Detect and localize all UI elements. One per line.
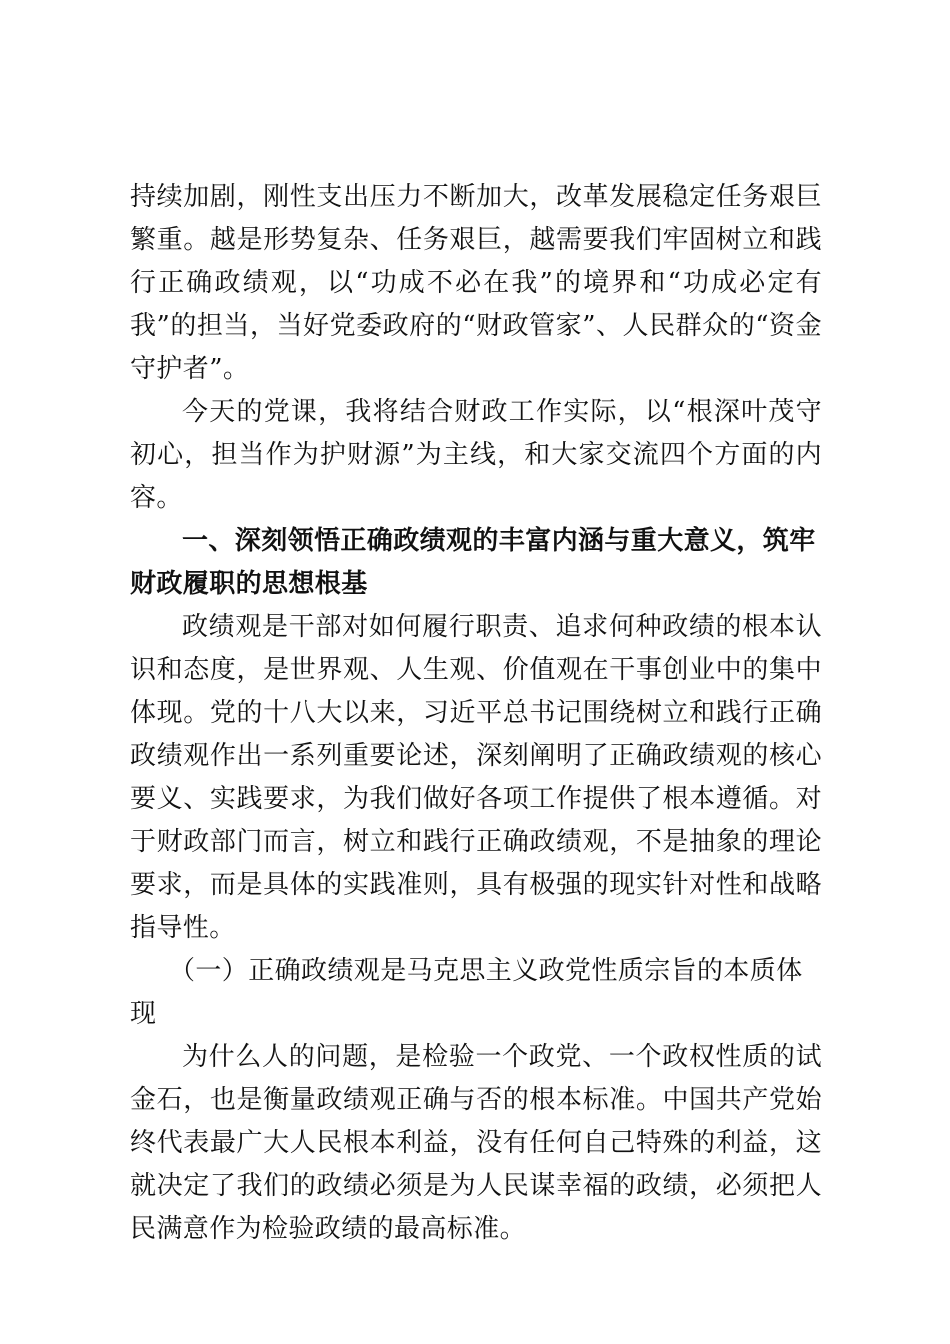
document-body (130, 176, 822, 1251)
section-paragraph: 政绩观是干部对如何履行职责、追求何种政绩的根本认识和态度，是世界观、人生观、价值观在干事创业中的集中体现。党的十八大以来，习近平总书记围绕树立和践行正确政绩观作出一系列重要论述，深刻阐明了正确政绩观的核心要义、实践要求，为我们做好各项工作提供了根本遵循。对于财政部门而言，树立和践行正确政绩观，不是抽象的理论要求，而是具体的实践准则，具有极强的现实针对性和战略指导性。 (130, 612, 822, 943)
paragraph-continued: 持续加剧，刚性支出压力不断加大，改革发展稳定任务艰巨繁重。越是形势复杂、任务艰巨，越需要我们牢固树立和践行正确政绩观，以“功成不必在我”的境界和“功成必定有我”的担当，当好党委政府的“财政管家”、人民群众的“资金守护者”。 (130, 182, 822, 384)
section-heading: 一、深刻领悟正确政绩观的丰富内涵与重大意义，筑牢财政履职的思想根基 (130, 526, 816, 599)
paragraph-intro: 今天的党课，我将结合财政工作实际，以“根深叶茂守初心，担当作为护财源”为主线，和大家交流四个方面的内容。 (130, 397, 822, 513)
subsection-heading: （一）正确政绩观是马克思主义政党性质宗旨的本质体现 (130, 956, 803, 1029)
subsection-paragraph: 为什么人的问题，是检验一个政党、一个政权性质的试金石，也是衡量政绩观正确与否的根本标准。中国共产党始终代表最广大人民根本利益，没有任何自己特殊的利益，这就决定了我们的政绩必须是为人民谋幸福的政绩，必须把人民满意作为检验政绩的最高标准。 (130, 1042, 822, 1244)
